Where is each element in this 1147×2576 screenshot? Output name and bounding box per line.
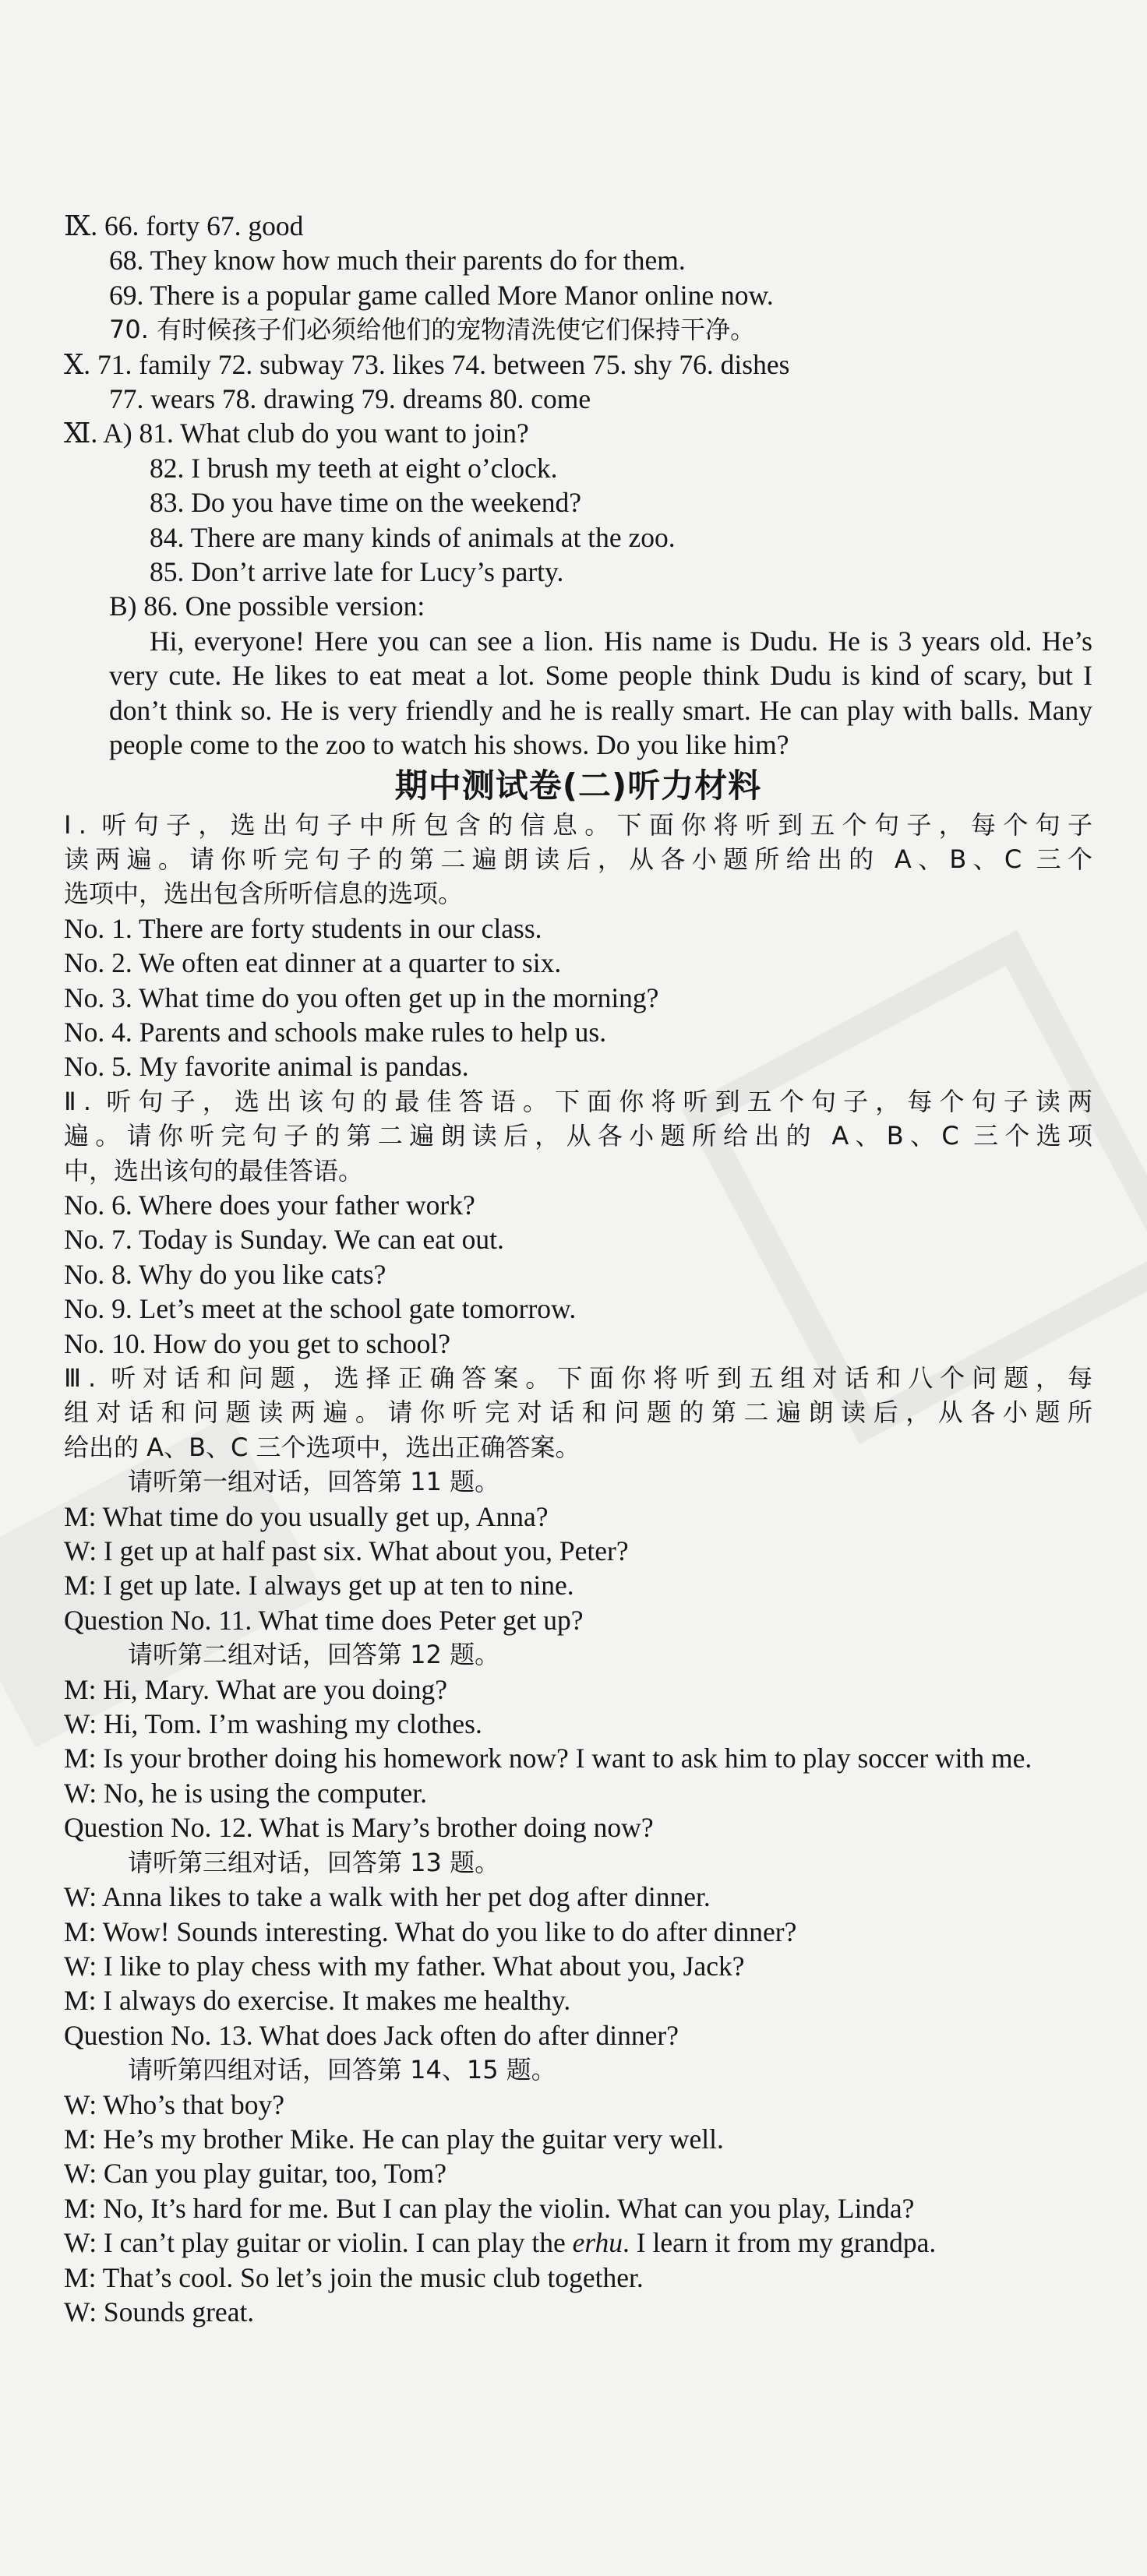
dialogue-line: M: I get up late. I always get up at ten to nine.: [64, 1570, 574, 1602]
listening-item: No. 7. Today is Sunday. We can eat out.: [64, 1224, 504, 1256]
listening-item: No. 6. Where does your father work?: [64, 1189, 475, 1221]
erhu-word: erhu: [572, 2227, 623, 2259]
section2-instruction-line2: 遍。请你听完句子的第二遍朗读后，从各小题所给出的 A、B、C 三个选项: [64, 1121, 1092, 1151]
answer-70: 70. 有时候孩子们必须给他们的宠物清洗使它们保持干净。: [109, 315, 756, 345]
dialogue-line: M: What time do you usually get up, Anna?: [64, 1500, 549, 1532]
answer-x-line2: 77. wears 78. drawing 79. dreams 80. come: [109, 383, 591, 415]
answer-69: 69. There is a popular game called More Manor online now.: [109, 279, 774, 311]
section1-instruction-line3: 选项中，选出包含所听信息的选项。: [64, 879, 464, 909]
answer-68: 68. They know how much their parents do for them.: [109, 245, 686, 277]
question-line: Question No. 13. What does Jack often do after dinner?: [64, 2019, 679, 2051]
dialogue-line-long: M: Is your brother doing his homework now? I want to ask him to play soccer with me.: [64, 1743, 1032, 1774]
answer-84: 84. There are many kinds of animals at the zoo.: [150, 521, 676, 553]
dialogue-line: M: That’s cool. So let’s join the music club together.: [64, 2261, 644, 2293]
listening-item: No. 4. Parents and schools make rules to help us.: [64, 1016, 607, 1048]
section3-instruction-line2: 组对话和问题读两遍。请你听完对话和问题的第二遍朗读后，从各小题所: [64, 1397, 1092, 1428]
section3-instruction-line3: 给出的 A、B、C 三个选项中，选出正确答案。: [64, 1432, 581, 1462]
dialogue2-label: 请听第二组对话，回答第 12 题。: [128, 1640, 500, 1670]
document-page: [64, 209, 1092, 2329]
section1-instruction-line2: 读两遍。请你听完句子的第二遍朗读后，从各小题所给出的 A、B、C 三个: [64, 844, 1092, 874]
section1-instruction-line1: Ⅰ. 听句子，选出句子中所包含的信息。下面你将听到五个句子，每个句子: [64, 809, 1092, 840]
dialogue-line: M: Wow! Sounds interesting. What do you like to do after dinner?: [64, 1915, 797, 1947]
erhu-line-pre: W: I can’t play guitar or violin. I can play the: [64, 2227, 573, 2259]
dialogue3-label: 请听第三组对话，回答第 13 题。: [128, 1847, 500, 1877]
dialogue4-label: 请听第四组对话，回答第 14、15 题。: [128, 2055, 556, 2085]
dialogue-line: M: I always do exercise. It makes me healthy.: [64, 1985, 571, 2017]
listening-item: No. 3. What time do you often get up in the morning?: [64, 981, 659, 1013]
answer-83: 83. Do you have time on the weekend?: [150, 487, 582, 519]
dialogue-line: W: Hi, Tom. I’m washing my clothes.: [64, 1708, 482, 1740]
listening-item: No. 8. Why do you like cats?: [64, 1258, 386, 1290]
section2-instruction-line1: Ⅱ. 听句子，选出该句的最佳答语。下面你将听到五个句子，每个句子读两: [64, 1086, 1092, 1116]
listening-item: No. 9. Let’s meet at the school gate tomorrow.: [64, 1293, 577, 1325]
dialogue-line: W: Who’s that boy?: [64, 2088, 284, 2120]
dialogue-line: W: Anna likes to take a walk with her pet dog after dinner.: [64, 1881, 711, 1913]
page-title: 期中测试卷(二)听力材料: [394, 766, 762, 805]
listening-item: No. 1. There are forty students in our class.: [64, 912, 542, 944]
essay-86: Hi, everyone! Here you can see a lion. His name is Dudu. He is 3 years old. He’s very cute. He likes to eat meat a lot. Some people think Dudu is kind of scary, but I don’t think so. He is very friendly and he is really smart. He can play with balls. Many people come to the zoo to watch his shows. Do you like him?: [109, 625, 1092, 761]
dialogue-line: W: I like to play chess with my father. What about you, Jack?: [64, 1950, 745, 1982]
answer-ix-line: Ⅸ. 66. forty 67. good: [64, 210, 304, 241]
answer-x-line1: Ⅹ. 71. family 72. subway 73. likes 74. between 75. shy 76. dishes: [64, 348, 790, 380]
answer-xi-b-line: B) 86. One possible version:: [109, 590, 425, 622]
section2-instruction-line3: 中，选出该句的最佳答语。: [64, 1155, 364, 1186]
answer-xi-a-line: Ⅺ. A) 81. What club do you want to join?: [64, 418, 529, 449]
question-line: Question No. 11. What time does Peter get up?: [64, 1604, 584, 1636]
dialogue1-label: 请听第一组对话，回答第 11 题。: [128, 1467, 500, 1497]
dialogue-line: M: No, It’s hard for me. But I can play the violin. What can you play, Linda?: [64, 2192, 915, 2224]
dialogue-line-erhu: [64, 2225, 1092, 2260]
erhu-line-post: . I learn it from my grandpa.: [623, 2227, 937, 2259]
dialogue-line: W: Sounds great.: [64, 2296, 255, 2328]
question-line: Question No. 12. What is Mary’s brother doing now?: [64, 1812, 654, 1844]
answer-85: 85. Don’t arrive late for Lucy’s party.: [150, 556, 564, 588]
section3-instruction-line1: Ⅲ. 听对话和问题，选择正确答案。下面你将听到五组对话和八个问题，每: [64, 1363, 1092, 1393]
dialogue-line: W: Can you play guitar, too, Tom?: [64, 2158, 447, 2190]
listening-item: No. 5. My favorite animal is pandas.: [64, 1051, 469, 1083]
listening-item: No. 2. We often eat dinner at a quarter to six.: [64, 947, 562, 979]
answer-82: 82. I brush my teeth at eight o’clock.: [150, 452, 558, 484]
listening-item: No. 10. How do you get to school?: [64, 1327, 450, 1359]
dialogue-line: M: He’s my brother Mike. He can play the guitar very well.: [64, 2123, 724, 2155]
dialogue-line: W: I get up at half past six. What about you, Peter?: [64, 1535, 629, 1567]
dialogue-line: M: Hi, Mary. What are you doing?: [64, 1673, 447, 1705]
dialogue-line: W: No, he is using the computer.: [64, 1777, 428, 1809]
